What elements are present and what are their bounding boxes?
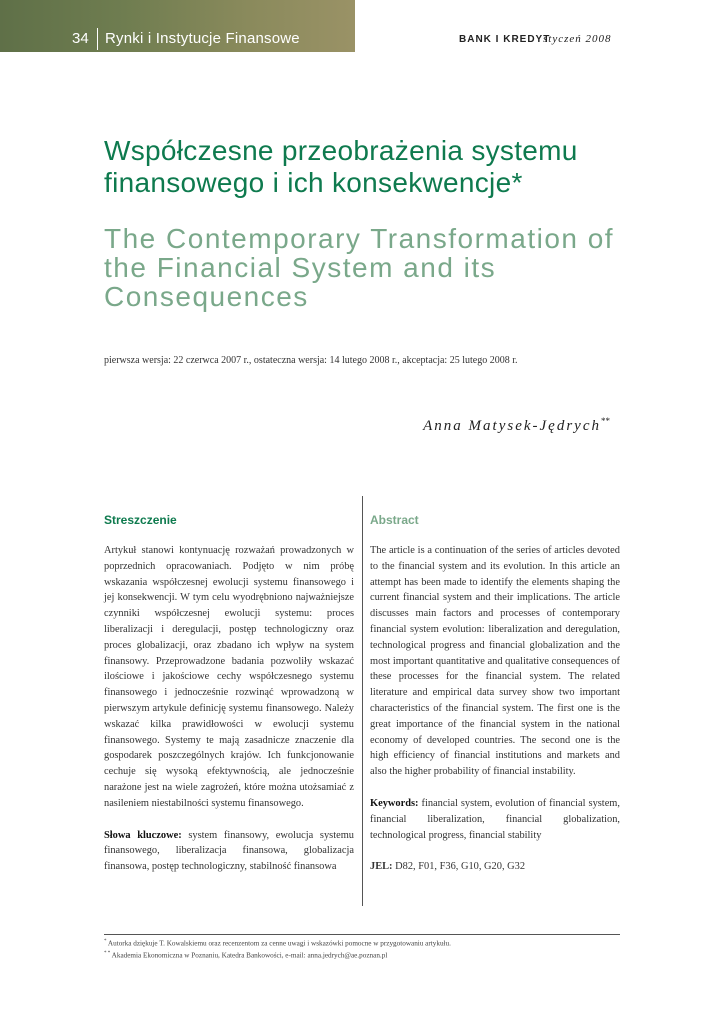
footnotes xyxy=(104,937,624,961)
keywords-polish-label: Słowa kluczowe: xyxy=(104,829,182,841)
abstract-english-heading: Abstract xyxy=(370,513,419,527)
author-footnote-mark: ** xyxy=(601,416,610,426)
submission-dates: pierwsza wersja: 22 czerwca 2007 r., ostateczna wersja: 14 lutego 2008 r., akceptacja: 25 lutego 2008 r. xyxy=(104,355,518,366)
title-polish: Współczesne przeobrażenia systemu finansowego i ich konsekwencje* xyxy=(104,135,578,198)
author xyxy=(423,416,610,435)
page-number: 34 xyxy=(72,30,89,47)
abstract-english-text: The article is a continuation of the series of articles devoted to the financial system and its evolution. In this article an attempt has been made to identify the elements shaping the current financial system and their implications. The article discusses main factors and processes of contemporary financial system evolution: liberalization and deregulation, technological progress and financial globalization and the most important quantitative and qualitative consequences of these processes for the financial system. The related literature and empirical data survey show two important characteristics of the financial system. The first one is the great importance of the financial system in the national economy of developed countries. The second one is the high efficiency of financial institutions and markets and also the higher probability of financial instability. xyxy=(370,545,620,778)
column-divider xyxy=(362,496,363,906)
keywords-english-label: Keywords: xyxy=(370,797,419,809)
abstract-polish-heading: Streszczenie xyxy=(104,513,177,527)
jel-label: JEL: xyxy=(370,861,393,873)
footnote-mark: * xyxy=(104,939,107,944)
abstract-english xyxy=(370,508,620,875)
footnote-item xyxy=(104,949,624,961)
footnote-item xyxy=(104,937,624,949)
title-english: The Contemporary Transformation of the Financial System and its Consequences xyxy=(104,223,615,312)
section-name: Rynki i Instytucje Finansowe xyxy=(105,30,300,47)
journal-name: BANK I KREDYT xyxy=(459,34,551,45)
jel-codes xyxy=(370,859,620,875)
abstract-polish xyxy=(104,508,354,875)
keywords-english-text: financial system, evolution of financial system, financial liberalization, financial globalization, technological progress, financial stability xyxy=(370,797,620,841)
author-name: Anna Matysek-Jędrych xyxy=(423,418,601,434)
footnote-rule xyxy=(104,934,620,935)
header-divider xyxy=(97,28,98,50)
jel-values: D82, F01, F36, G10, G20, G32 xyxy=(395,861,526,873)
footnote-text: Autorka dziękuje T. Kowalskiemu oraz recenzentom za cenne uwagi i wskazówki pomocne w przygotowaniu artykułu. xyxy=(107,939,451,948)
keywords-english xyxy=(370,796,620,843)
keywords-polish xyxy=(104,828,354,875)
footnote-mark: * * xyxy=(104,950,111,956)
abstract-polish-text: Artykuł stanowi kontynuację rozważań prowadzonych w poprzednich opracowaniach. Podjęto w nim próbę wskazania współczesnej ewolucji systemu finansowego i jej konsekwencji. W tym celu wyodrębniono najważniejsze czynniki współczesnej ewolucji systemu: proces liberalizacji i deregulacji, postęp technologiczny oraz proces globalizacji, oraz zbadano ich wpływ na system finansowy. Przeprowadzone badania pozwoliły wskazać ilościowe i jakościowe cechy współczesnego systemu finansowego i jednocześnie rozwinąć wprowadzoną w pierwszym artykule definicję systemu finansowego. Należy wskazać kilka prawidłowości w ewolucji systemu finansowego. Systemy te mają zasadnicze znaczenie dla gospodarek poszczególnych krajów. Ich funkcjonowanie cechuje się wysoką efektywnością, ale jednocześnie narażone jest na wiele zagrożeń, które można utożsamiać z nasileniem niestabilności systemu finansowego. xyxy=(104,545,354,809)
footnote-text: Akademia Ekonomiczna w Poznaniu, Katedra Bankowości, e-mail: anna.jedrych@ae.poznan.pl xyxy=(111,951,388,960)
issue-date: styczeń 2008 xyxy=(543,33,612,45)
keywords-polish-text: system finansowy, ewolucja systemu finansowego, liberalizacja finansowa, globalizacja finansowa, postęp technologiczny, stabilność finansowa xyxy=(104,829,354,873)
